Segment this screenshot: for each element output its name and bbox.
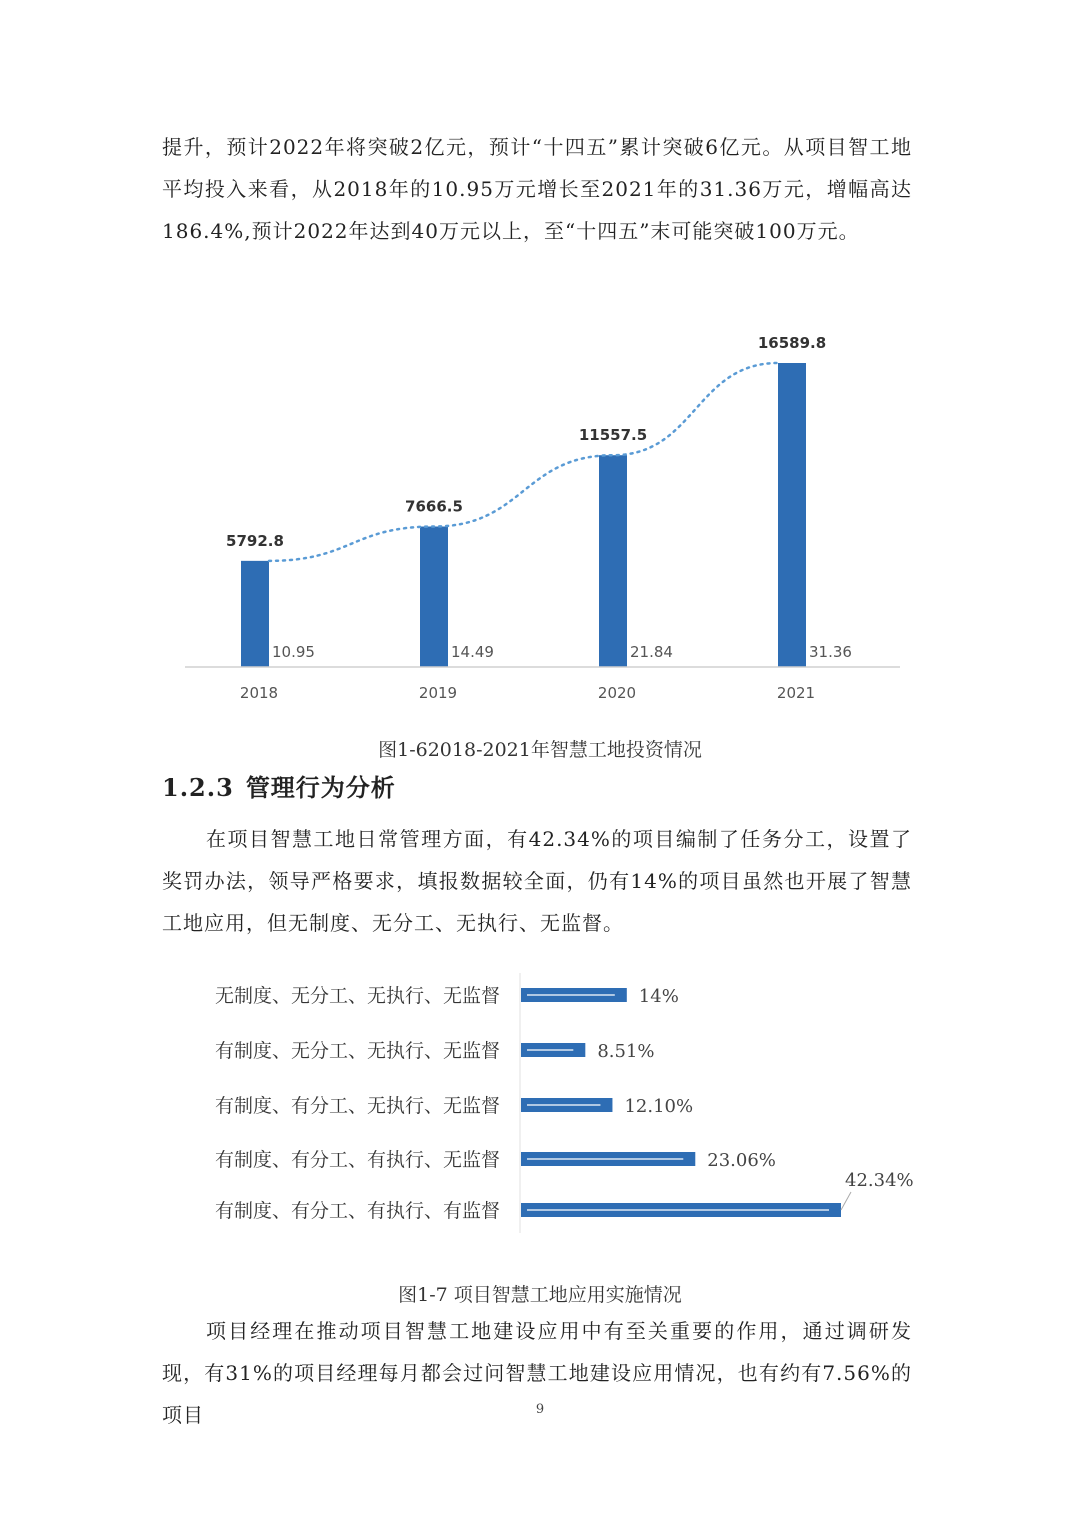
- bar-value-label: 5792.8: [226, 531, 284, 550]
- percent-label: 42.34%: [845, 1170, 914, 1191]
- bar-value-label: 11557.5: [578, 426, 648, 445]
- implementation-hbar-chart: [170, 965, 920, 1240]
- percent-label: 14%: [638, 986, 679, 1007]
- bar-2021: [778, 363, 806, 667]
- section-title: 管理行为分析: [245, 773, 396, 802]
- category-label: 有制度、有分工、有执行、有监督: [214, 1200, 500, 1222]
- bar-2018: [241, 561, 269, 667]
- category-label: 有制度、有分工、无执行、无监督: [214, 1095, 500, 1117]
- x-tick-label: 2021: [776, 684, 816, 702]
- percent-label: 23.06%: [707, 1150, 776, 1171]
- intro-paragraph: 提升，预计2022年将突破2亿元，预计“十四五”累计突破6亿元。从项目智工地平均投入来看，从2018年的10.95万元增长至2021年的31.36万元，增幅高达186.4%,预计2022年达到40万元以上，至“十四五”末可能突破100万元。: [162, 135, 912, 243]
- bar-value-label: 16589.8: [757, 334, 827, 352]
- per-project-value-label: 31.36: [809, 643, 852, 661]
- trend-line: [269, 363, 778, 561]
- percent-label: 8.51%: [597, 1041, 655, 1062]
- x-tick-label: 2019: [418, 684, 458, 702]
- label-leader-line: [841, 1192, 851, 1210]
- per-project-value-label: 14.49: [451, 643, 494, 661]
- investment-bar-chart: [170, 305, 920, 710]
- category-label: 无制度、无分工、无执行、无监督: [214, 985, 500, 1007]
- figure1-caption: 图1-62018-2021年智慧工地投资情况: [378, 739, 702, 761]
- manager-paragraph: 项目经理在推动项目智慧工地建设应用中有至关重要的作用，通过调研发现，有31%的项目经理每月都会过问智慧工地建设应用情况，也有约有7.56%的项目: [162, 1319, 912, 1427]
- category-label: 有制度、无分工、无执行、无监督: [214, 1040, 500, 1062]
- page-number: 9: [535, 1402, 545, 1417]
- per-project-value-label: 21.84: [630, 643, 673, 661]
- bar-value-label: 7666.5: [405, 497, 463, 516]
- section-number: 1.2.3: [162, 773, 234, 802]
- figure2-caption: 图1-7 项目智慧工地应用实施情况: [398, 1284, 682, 1306]
- per-project-value-label: 10.95: [272, 643, 315, 661]
- percent-label: 12.10%: [624, 1096, 694, 1117]
- x-tick-label: 2018: [239, 684, 279, 702]
- management-paragraph: 在项目智慧工地日常管理方面，有42.34%的项目编制了任务分工，设置了奖罚办法，领导严格要求，填报数据较全面，仍有14%的项目虽然也开展了智慧工地应用，但无制度、无分工、无执行、无监督。: [162, 827, 912, 935]
- bar-2019: [420, 527, 448, 667]
- category-label: 有制度、有分工、有执行、无监督: [214, 1149, 500, 1171]
- bar-2020: [599, 455, 627, 667]
- x-tick-label: 2020: [597, 684, 637, 702]
- section-heading: [162, 768, 408, 803]
